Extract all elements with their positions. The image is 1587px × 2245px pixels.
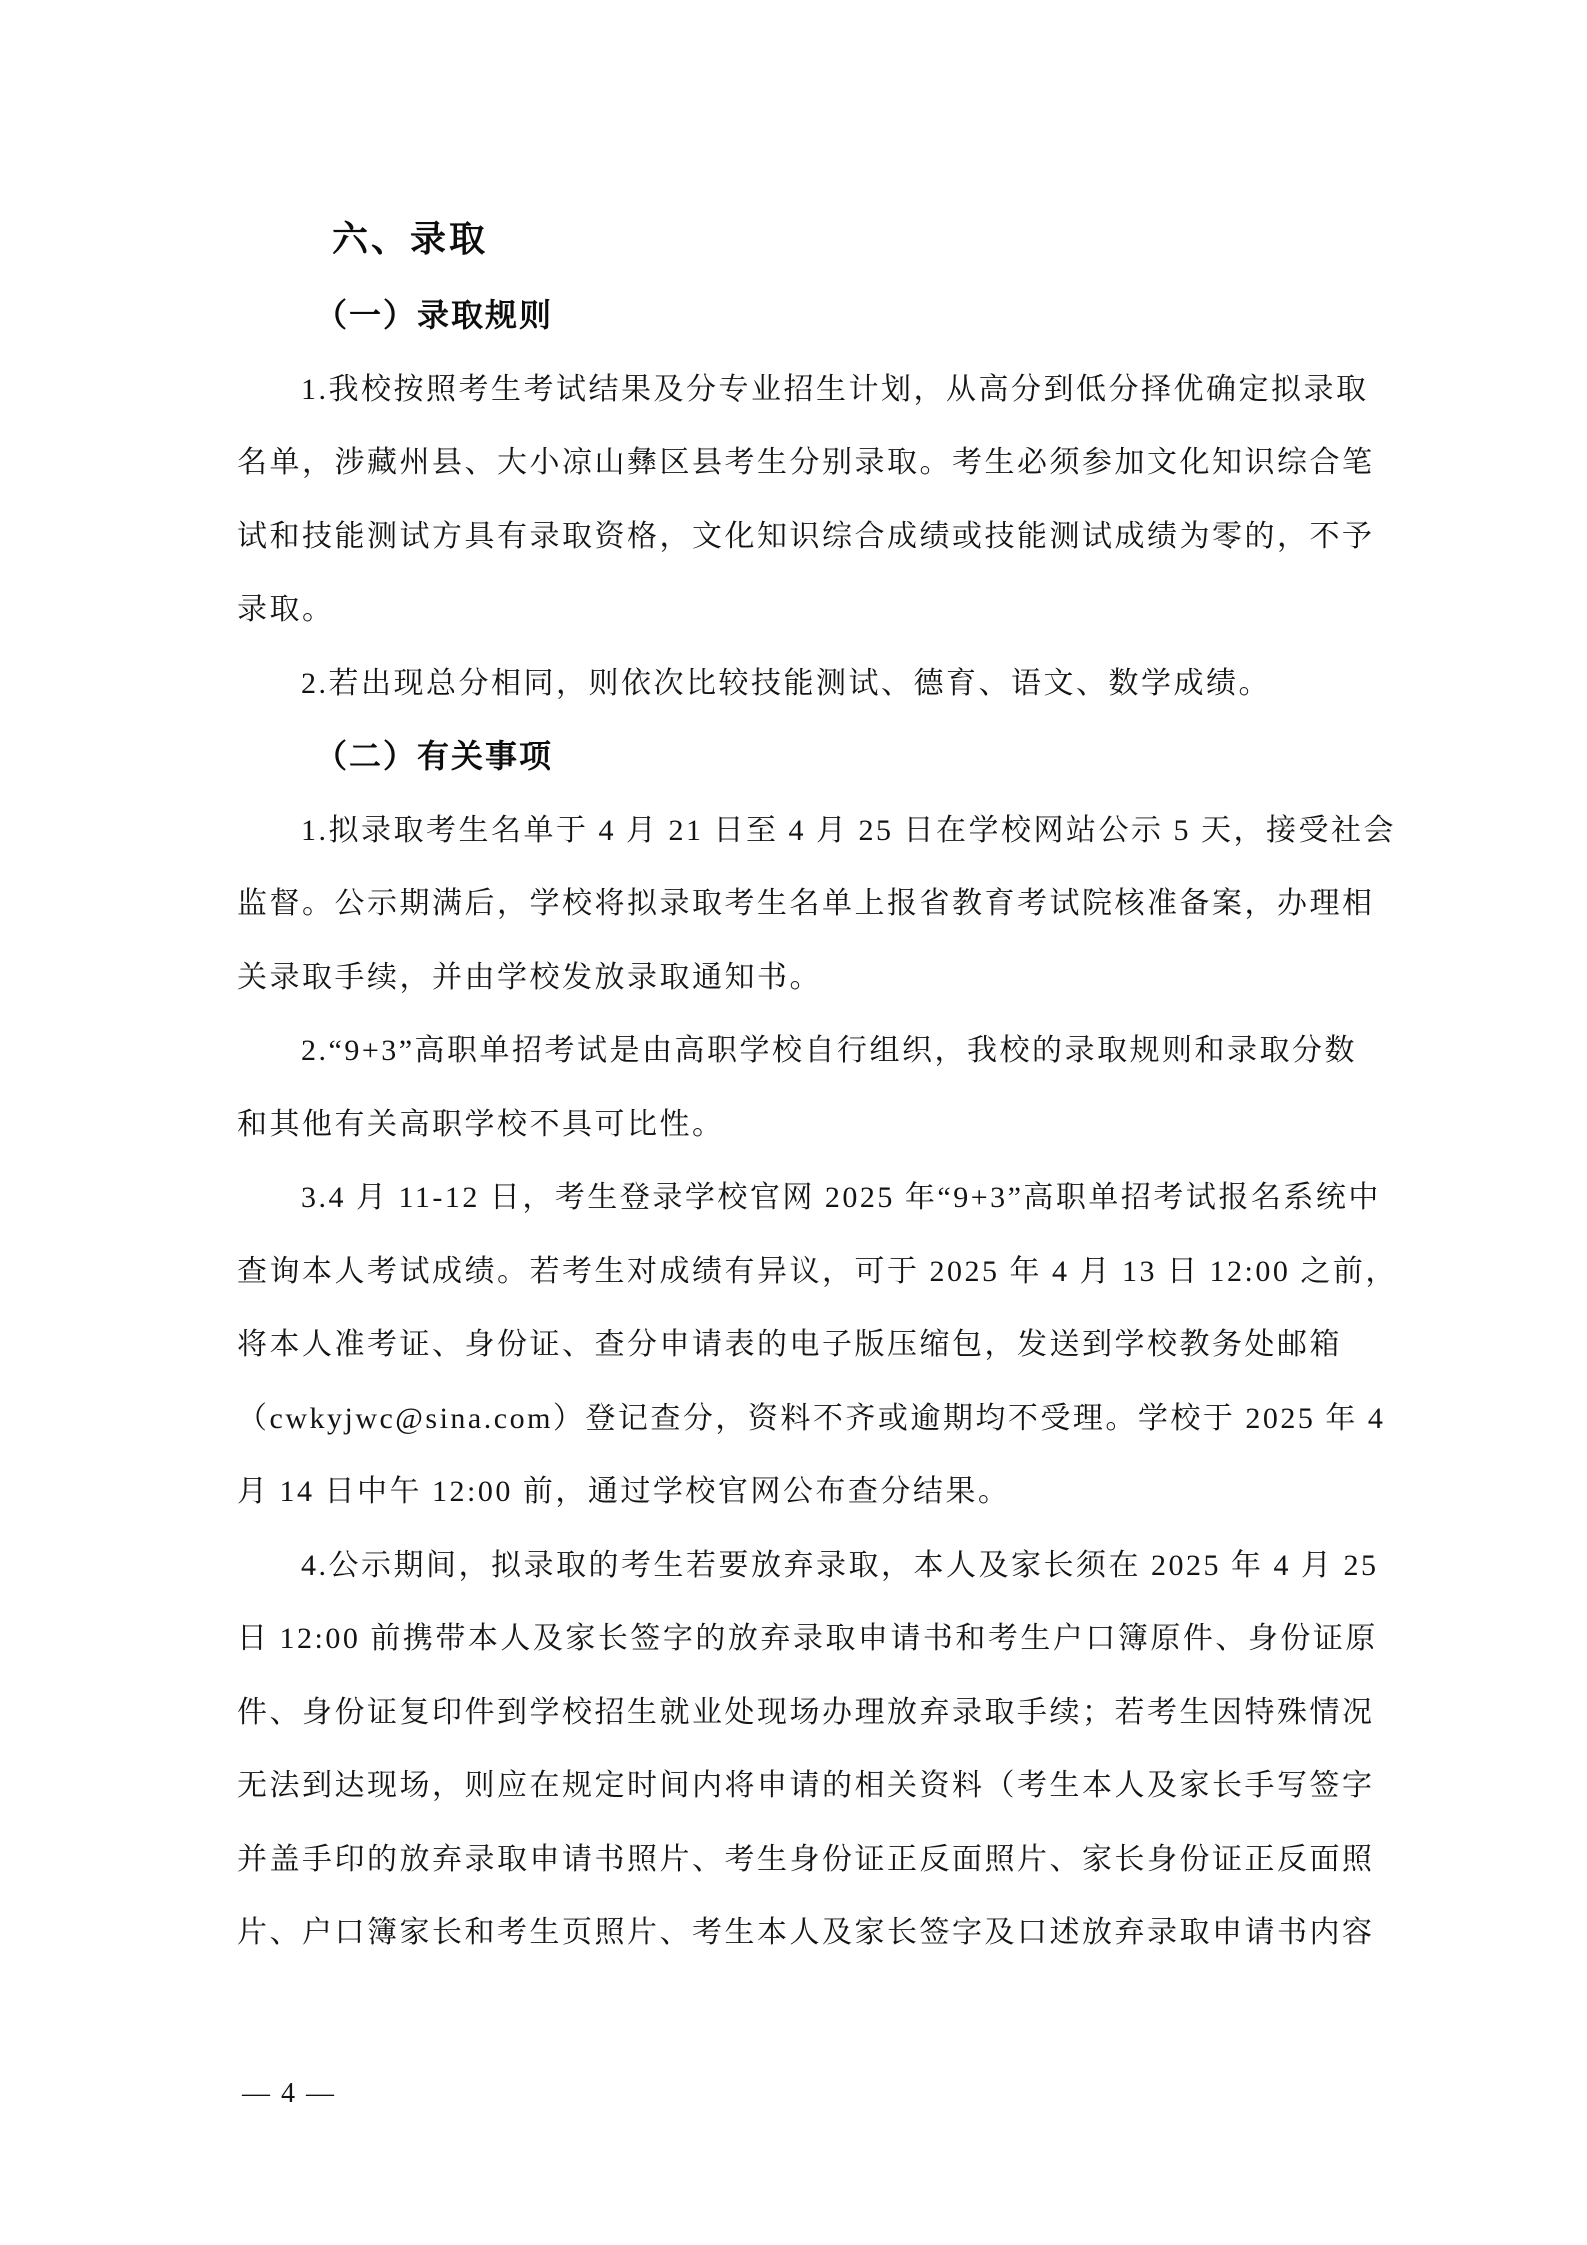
paragraph-line: 片、户口簿家长和考生页照片、考生本人及家长签字及口述放弃录取申请书内容 (237, 1916, 1375, 1949)
paragraph-line: 并盖手印的放弃录取申请书照片、考生身份证正反面照片、家长身份证正反面照 (237, 1842, 1375, 1876)
paragraph-line: 4.公示期间，拟录取的考生若要放弃录取，本人及家长须在 2025 年 4 月 25 (301, 1548, 1379, 1582)
paragraph-line: 2.“9+3”高职单招考试是由高职学校自行组织，我校的录取规则和录取分数 (301, 1034, 1358, 1067)
paragraph-line: 无法到达现场，则应在规定时间内将申请的相关资料（考生本人及家长手写签字 (237, 1769, 1375, 1802)
paragraph-line: 录取。 (237, 593, 335, 626)
paragraph-line: 件、身份证复印件到学校招生就业处现场办理放弃录取手续；若考生因特殊情况 (237, 1695, 1375, 1729)
subsection-heading: （一）录取规则 (315, 297, 554, 333)
paragraph-line: （cwkyjwc@sina.com）登记查分，资料不齐或逾期均不受理。学校于 2025 年 4 (237, 1401, 1386, 1435)
paragraph-line: 试和技能测试方具有录取资格，文化知识综合成绩或技能测试成绩为零的，不予 (237, 519, 1375, 553)
paragraph-line: 名单，涉藏州县、大小凉山彝区县考生分别录取。考生必须参加文化知识综合笔 (237, 446, 1375, 479)
document-content (237, 199, 1398, 1970)
paragraph-line: 监督。公示期满后，学校将拟录取考生名单上报省教育考试院核准备案，办理相 (237, 887, 1375, 920)
document-blocks (237, 279, 1398, 1970)
paragraph-line: 1.我校按照考生考试结果及分专业招生计划，从高分到低分择优确定拟录取 (301, 372, 1369, 406)
paragraph-line: 3.4 月 11-12 日，考生登录学校官网 2025 年“9+3”高职单招考试报名系统中 (301, 1181, 1381, 1214)
paragraph-line: 查询本人考试成绩。若考生对成绩有异议，可于 2025 年 4 月 13 日 12:00 之前， (237, 1254, 1398, 1288)
paragraph-line: 和其他有关高职学校不具可比性。 (237, 1107, 725, 1141)
section-heading: 六、录取 (332, 218, 489, 259)
paragraph-line: 将本人准考证、身份证、查分申请表的电子版压缩包，发送到学校教务处邮箱 (237, 1328, 1342, 1361)
subsection-heading: （二）有关事项 (315, 738, 554, 774)
paragraph-line: 月 14 日中午 12:00 前，通过学校官网公布查分结果。 (237, 1475, 1011, 1508)
paragraph-line: 1.拟录取考生名单于 4 月 21 日至 4 月 25 日在学校网站公示 5 天，接受社会 (301, 813, 1396, 847)
paragraph-line: 2.若出现总分相同，则依次比较技能测试、德育、语文、数学成绩。 (301, 666, 1271, 700)
paragraph-line: 关录取手续，并由学校发放录取通知书。 (237, 960, 822, 994)
page-number-footer: — 4 — (242, 2078, 336, 2109)
paragraph-line: 日 12:00 前携带本人及家长签字的放弃录取申请书和考生户口簿原件、身份证原 (237, 1622, 1378, 1655)
